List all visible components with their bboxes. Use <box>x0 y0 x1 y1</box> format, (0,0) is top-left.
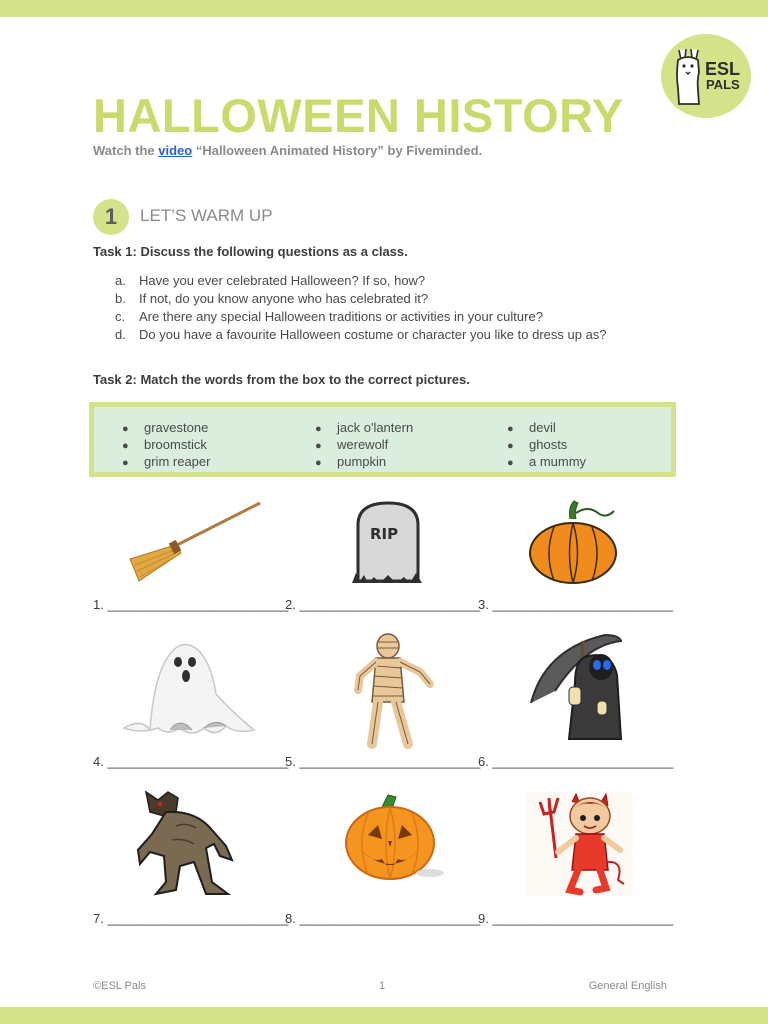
grim-reaper-image <box>525 631 625 745</box>
word-item <box>315 436 413 453</box>
jack-o-lantern-image <box>338 793 448 883</box>
question-item <box>115 272 607 290</box>
llama-icon <box>671 46 705 106</box>
werewolf-image <box>136 786 236 898</box>
word-item <box>315 419 413 436</box>
word-text: werewolf <box>337 437 389 452</box>
question-letter: b. <box>115 291 126 306</box>
esl-pals-logo <box>661 34 751 118</box>
devil-image <box>520 788 635 896</box>
footer-course: General English <box>588 980 667 992</box>
word-column <box>507 419 586 470</box>
word-text: jack o'lantern <box>337 420 414 435</box>
question-item <box>115 290 607 308</box>
bullet-icon: ● <box>507 457 514 469</box>
word-box <box>89 402 676 477</box>
word-text: broomstick <box>144 437 207 452</box>
top-accent-bar <box>0 0 768 17</box>
mummy-image <box>350 632 435 750</box>
word-item <box>122 436 210 453</box>
word-item <box>507 436 586 453</box>
task1-label: Task 1: Discuss the following questions as a class. <box>93 244 408 259</box>
word-text: grim reaper <box>144 454 211 469</box>
answer-blank-7[interactable]: 7. _________________________ <box>93 911 289 926</box>
answer-blank-9[interactable]: 9. _________________________ <box>478 911 674 926</box>
broomstick-image <box>125 497 265 587</box>
bullet-icon: ● <box>507 440 514 452</box>
bullet-icon: ● <box>315 423 322 435</box>
word-item <box>122 419 210 436</box>
task1-question-list <box>115 272 607 344</box>
bullet-icon: ● <box>122 457 129 469</box>
word-item <box>507 419 586 436</box>
word-item <box>507 453 586 470</box>
answer-blank-4[interactable]: 4. _________________________ <box>93 754 289 769</box>
word-text: devil <box>529 420 556 435</box>
question-letter: a. <box>115 273 126 288</box>
subtitle-suffix: “Halloween Animated History” by Fiveminded. <box>192 143 483 158</box>
subtitle-prefix: Watch the <box>93 143 159 158</box>
section-number-badge: 1 <box>93 199 129 235</box>
answer-blank-5[interactable]: 5. _________________________ <box>285 754 481 769</box>
footer-page-number: 1 <box>379 980 386 992</box>
word-text: ghosts <box>529 437 568 452</box>
question-text: If not, do you know anyone who has celebrated it? <box>139 291 429 306</box>
task2-label: Task 2: Match the words from the box to the correct pictures. <box>93 372 470 387</box>
word-item <box>315 453 413 470</box>
question-letter: c. <box>115 309 126 324</box>
word-column <box>315 419 413 470</box>
bullet-icon: ● <box>507 423 514 435</box>
pumpkin-image <box>526 497 621 587</box>
bullet-icon: ● <box>122 440 129 452</box>
gravestone-image <box>350 497 430 587</box>
word-column <box>122 419 210 470</box>
gravestone-text: RIP <box>370 525 399 543</box>
answer-blank-3[interactable]: 3. _________________________ <box>478 597 674 612</box>
word-item <box>122 453 210 470</box>
question-text: Have you ever celebrated Halloween? If so, how? <box>139 273 426 288</box>
bottom-accent-bar <box>0 1007 768 1024</box>
section-title: LET’S WARM UP <box>140 206 273 225</box>
logo-text-pals: PALS <box>706 77 740 92</box>
word-text: a mummy <box>529 454 587 469</box>
answer-blank-1[interactable]: 1. _________________________ <box>93 597 289 612</box>
question-text: Do you have a favourite Halloween costume or character you like to dress up as? <box>139 327 607 342</box>
footer-copyright: ©ESL Pals <box>93 980 146 992</box>
question-item <box>115 326 607 344</box>
bullet-icon: ● <box>315 457 322 469</box>
answer-blank-6[interactable]: 6. _________________________ <box>478 754 674 769</box>
video-link[interactable]: video <box>158 143 193 158</box>
logo-text-esl: ESL <box>705 59 741 79</box>
question-letter: d. <box>115 327 126 342</box>
word-text: gravestone <box>144 420 209 435</box>
bullet-icon: ● <box>315 440 322 452</box>
answer-blank-8[interactable]: 8. _________________________ <box>285 911 481 926</box>
page-title: HALLOWEEN HISTORY <box>93 89 624 142</box>
ghost-image <box>120 634 260 738</box>
word-text: pumpkin <box>337 454 387 469</box>
bullet-icon: ● <box>122 423 129 435</box>
subtitle <box>93 143 482 158</box>
question-text: Are there any special Halloween traditions or activities in your culture? <box>139 309 543 324</box>
answer-blank-2[interactable]: 2. _________________________ <box>285 597 481 612</box>
question-item <box>115 308 607 326</box>
